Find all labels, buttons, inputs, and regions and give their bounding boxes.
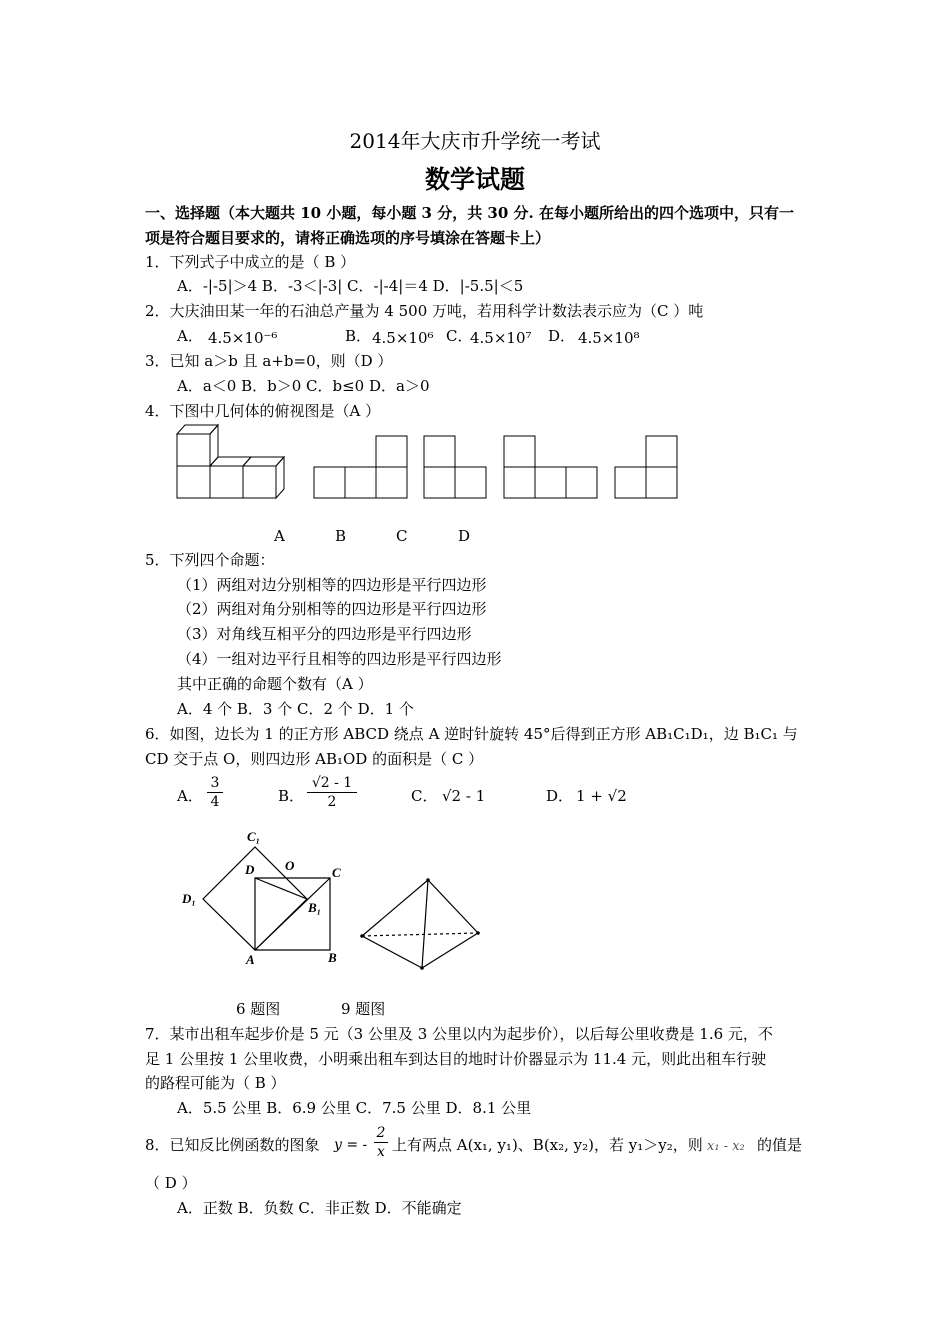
q6-option-d-label: D． [546, 787, 574, 805]
q1-stem: 1．下列式子中成立的是（ B ） [145, 253, 356, 271]
q5-ask: 其中正确的命题个数有（A ） [177, 675, 373, 693]
q5-options: A．4 个 B．3 个 C．2 个 D．1 个 [177, 700, 414, 718]
q8-func-fraction [374, 1124, 388, 1161]
subject-title: 数学试题 [424, 165, 525, 194]
q5-prop-2: （2）两组对角分别相等的四边形是平行四边形 [177, 600, 487, 618]
q8-mid: 上有两点 A(x₁, y₁)、B(x₂, y₂)，若 y₁＞y₂，则 [392, 1136, 703, 1154]
q6-option-a-label: A． [177, 787, 203, 805]
q8-expr: x₁ - x₂ [707, 1139, 745, 1154]
q6-option-b-numerator: √2 - 1 [311, 775, 353, 791]
q6-option-b-fraction [307, 774, 357, 811]
caption-figure-6: 6 题图 [236, 1000, 281, 1018]
point-c-label: C [332, 865, 341, 880]
view-d [615, 436, 677, 498]
q5-prop-4: （4）一组对边平行且相等的四边形是平行四边形 [177, 650, 502, 668]
q2-option-c: 4.5×10⁷ [470, 329, 532, 347]
q8-post: 的值是 [757, 1136, 803, 1154]
q7-options: A．5.5 公里 B．6.9 公里 C．7.5 公里 D．8.1 公里 [177, 1099, 532, 1117]
q8-pre: 8．已知反比例函数的图象 [145, 1136, 320, 1154]
q4-label-c: C [396, 527, 408, 545]
q2-option-c-label: C． [446, 327, 473, 345]
q7-line3: 的路程可能为（ B ） [145, 1074, 286, 1092]
exam-title: 2014年大庆市升学统一考试 [349, 129, 601, 153]
q6-option-a-denominator: 4 [207, 792, 223, 811]
point-o-label: O [285, 858, 295, 873]
figure-6 [203, 847, 330, 950]
q2-stem: 2．大庆油田某一年的石油总产量为 4 500 万吨，若用科学计数法表示应为（C ）吨 [145, 302, 704, 320]
q6-option-a-numerator: 3 [210, 775, 220, 791]
view-b [424, 436, 486, 498]
q2-option-b: 4.5×10⁶ [372, 329, 434, 347]
q6-option-c: √2 - 1 [442, 787, 486, 805]
figures-6-9 [175, 826, 495, 976]
view-a [314, 436, 407, 498]
q2-option-a-label: A． [177, 327, 203, 345]
q3-options: A．a＜0 B．b＞0 C．b≤0 D．a＞0 [177, 377, 430, 395]
solid-figure [177, 425, 284, 498]
view-c [504, 436, 597, 498]
q2-option-a: 4.5×10⁻⁶ [208, 329, 278, 347]
q7-line1: 7．某市出租车起步价是 5 元（3 公里及 3 公里以内为起步价），以后每公里收费是 1.6 元，不 [145, 1025, 773, 1043]
q5-stem: 5．下列四个命题： [145, 551, 275, 569]
q6-option-b-denominator: 2 [307, 792, 357, 811]
q7-line2: 足 1 公里按 1 公里收费，小明乘出租车到达目的地时计价器显示为 11.4 元，则此出租车行驶 [145, 1050, 767, 1068]
q6-option-a-fraction [207, 774, 223, 811]
q4-stem: 4．下图中几何体的俯视图是（A ） [145, 402, 381, 420]
q8-answer: （ D ） [145, 1174, 197, 1192]
q5-prop-1: （1）两组对边分别相等的四边形是平行四边形 [177, 576, 487, 594]
point-b-label: B [328, 950, 337, 965]
q6-option-b-label: B． [278, 787, 305, 805]
q4-label-d: D [458, 527, 471, 545]
q6-option-d: 1 + √2 [576, 787, 627, 805]
point-a-label: A [246, 952, 255, 967]
caption-figure-9: 9 题图 [341, 1000, 386, 1018]
point-c1-label: C₁ [247, 829, 261, 844]
q2-option-d-label: D． [548, 327, 576, 345]
q5-prop-3: （3）对角线互相平分的四边形是平行四边形 [177, 625, 472, 643]
q6-line2: CD 交于点 O，则四边形 AB₁OD 的面积是（ C ） [145, 750, 484, 768]
q6-line1: 6．如图，边长为 1 的正方形 ABCD 绕点 A 逆时针旋转 45°后得到正方形 AB₁C₁D₁，边 B₁C₁ 与 [145, 725, 798, 743]
q6-option-c-label: C． [411, 787, 438, 805]
point-d1-label: D₁ [182, 891, 196, 906]
q8-func-numerator: 2 [376, 1125, 386, 1141]
q2-option-b-label: B． [345, 327, 372, 345]
point-b1-label: B₁ [308, 900, 322, 915]
q4-views-figure [170, 420, 690, 510]
q8-options: A．正数 B．负数 C．非正数 D．不能确定 [177, 1199, 462, 1217]
section-heading-line2: 项是符合题目要求的，请将正确选项的序号填涂在答题卡上） [145, 229, 551, 247]
section-heading-line1: 一、选择题（本大题共 10 小题，每小题 3 分，共 30 分. 在每小题所给出的四个选项中，只有一 [145, 204, 794, 222]
figure-9 [362, 880, 478, 968]
q8-func-denominator: x [374, 1142, 388, 1161]
point-d-label: D [245, 862, 255, 877]
q4-label-a: A [274, 527, 285, 545]
q1-options: A．-|-5|＞4 B．-3＜|-3| C．-|-4|＝4 D．|-5.5|＜5 [177, 277, 524, 295]
q4-label-b: B [335, 527, 347, 545]
q3-stem: 3．已知 a＞b 且 a+b=0，则（D ） [145, 352, 393, 370]
q8-func-lhs: y = - [334, 1137, 368, 1153]
q2-option-d: 4.5×10⁸ [578, 329, 640, 347]
